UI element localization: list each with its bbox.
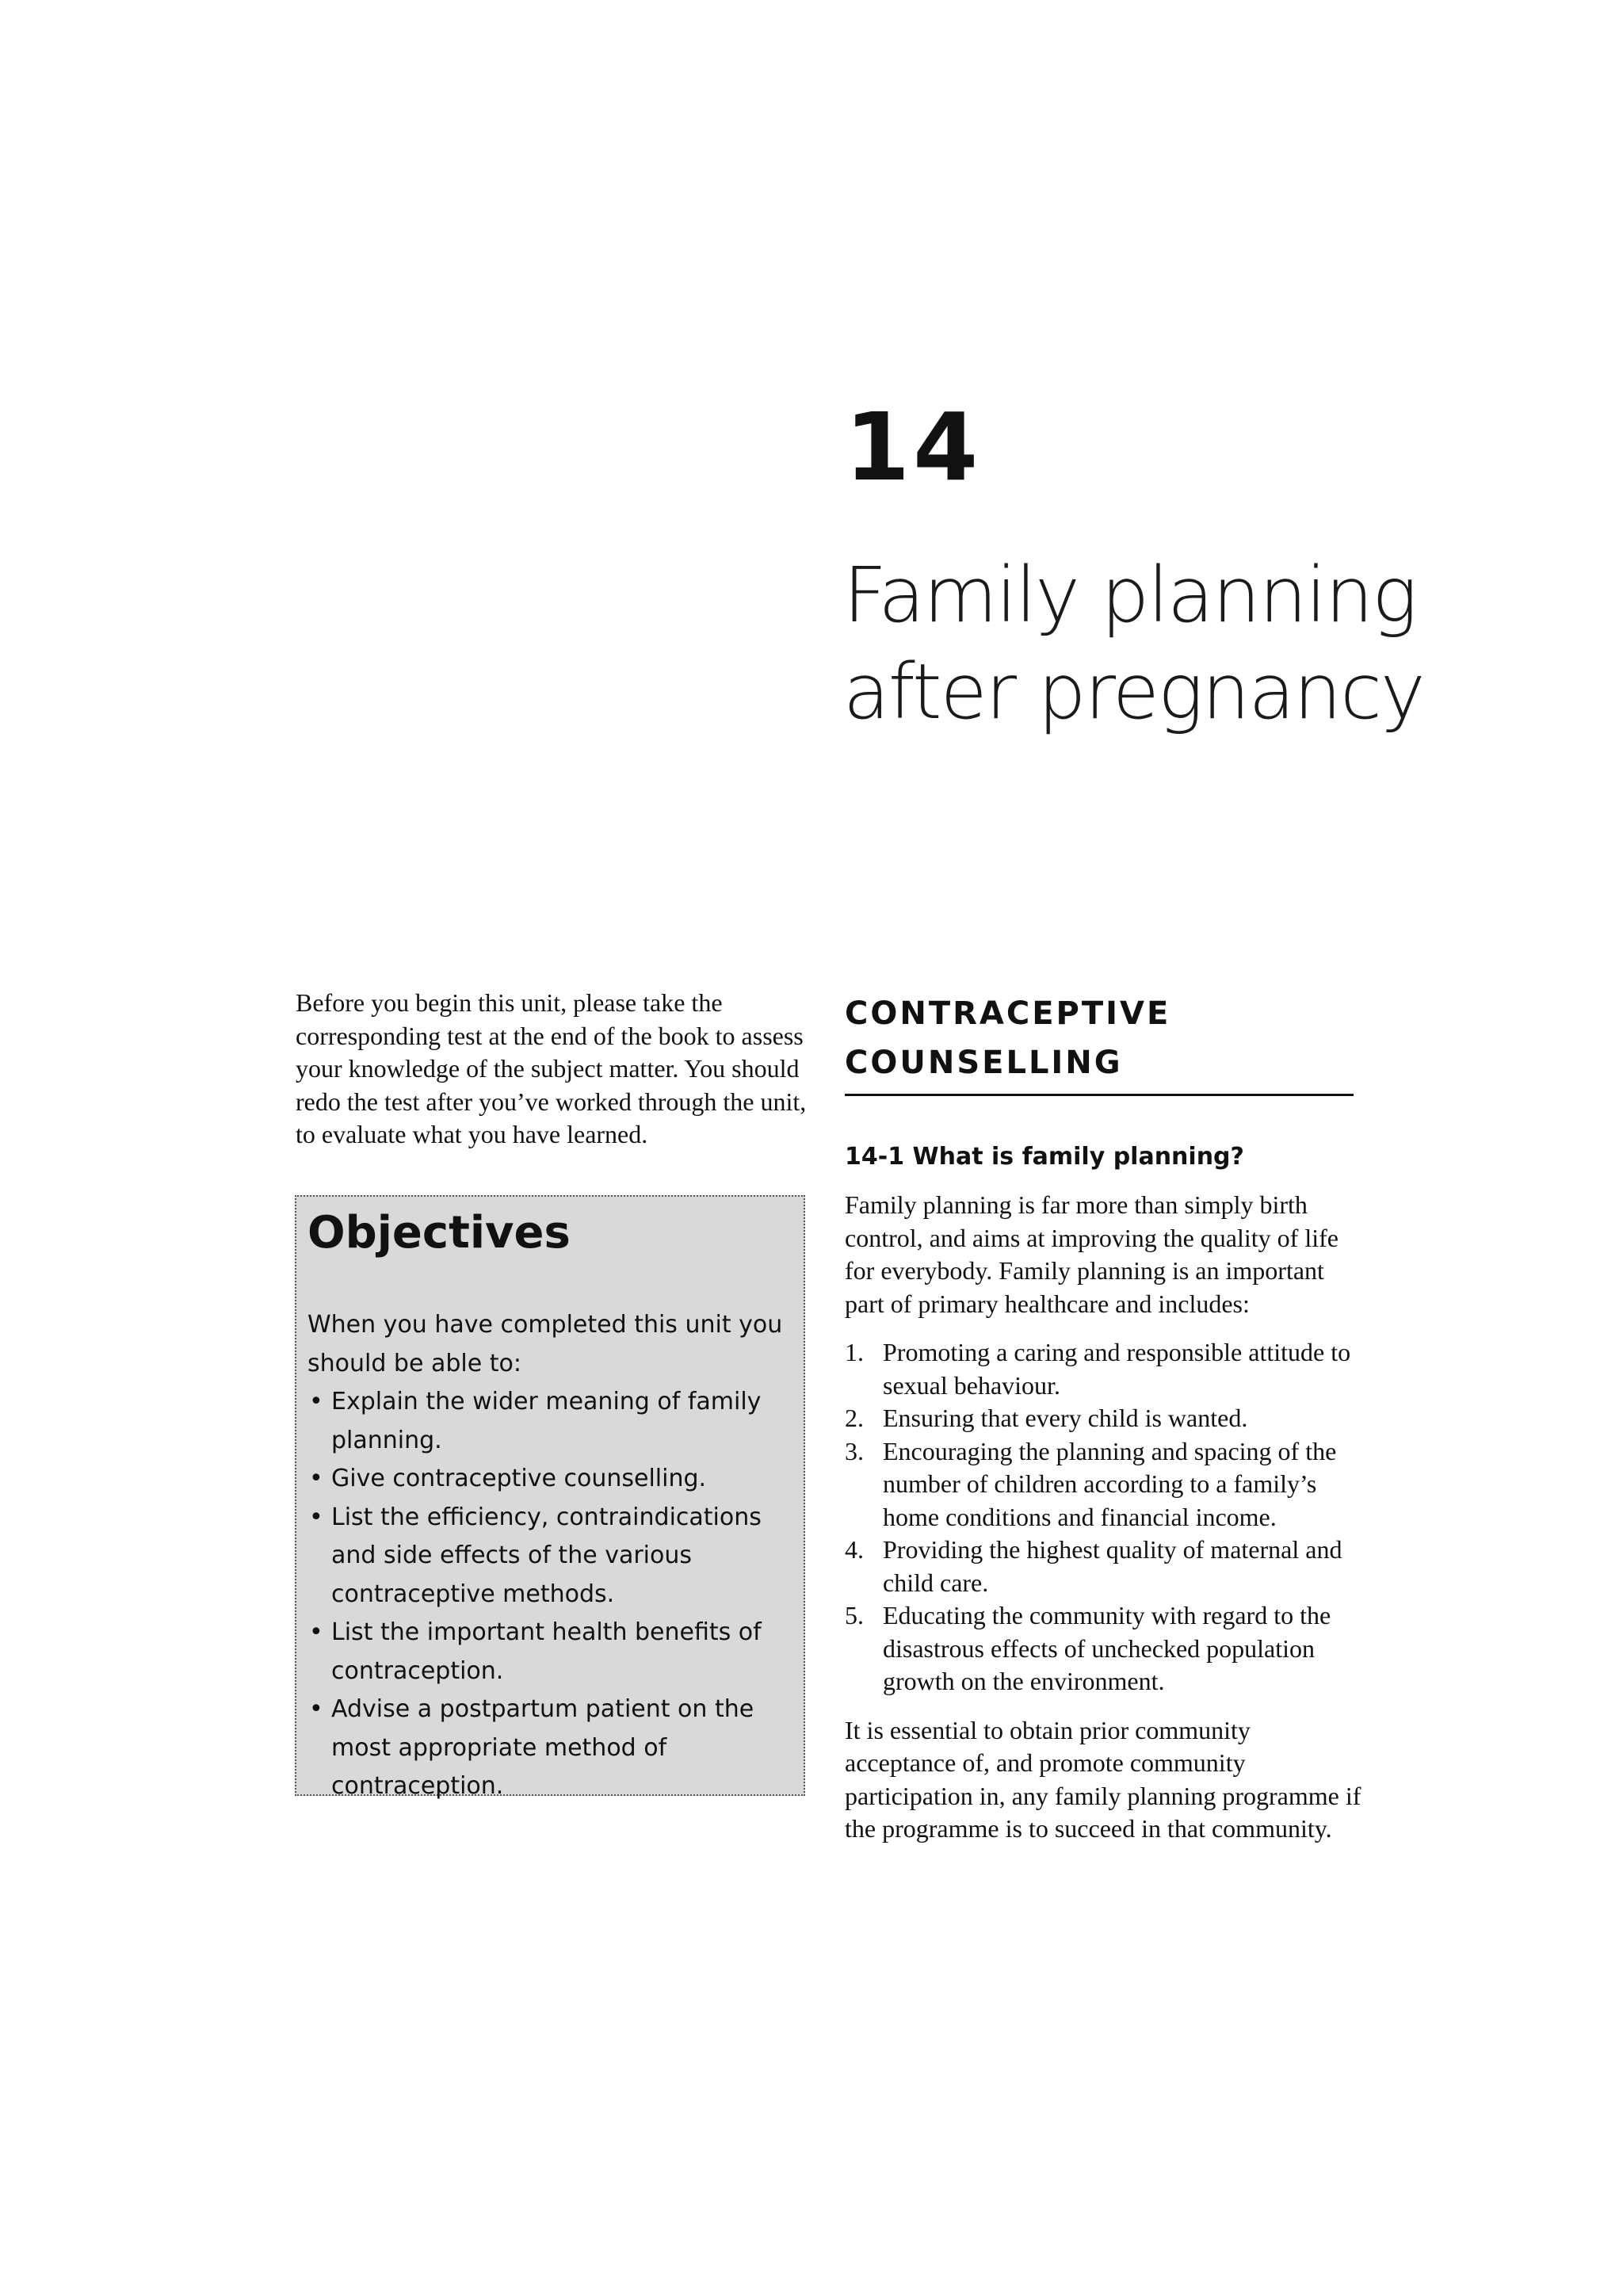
chapter-title [843, 547, 1556, 740]
section-heading-line: CONTRACEPTIVE [845, 995, 1171, 1032]
section-heading-line: COUNSELLING [845, 1045, 1123, 1081]
objectives-list [307, 1383, 792, 1806]
body-paragraph: It is essential to obtain prior community acceptance of, and promote community participation in, any family planning programme if the programme is to succeed in that community. [845, 1715, 1361, 1843]
list-number: 1. [845, 1338, 864, 1366]
list-number: 5. [845, 1601, 864, 1629]
body-paragraph: Family planning is far more than simply birth control, and aims at improving the quality of life for everybody. Family planning is an important part of primary healthcare and includes: [845, 1190, 1338, 1318]
objective-item: • Give contraceptive counselling. [307, 1460, 792, 1499]
list-item [845, 1336, 1368, 1402]
list-text: Providing the highest quality of maternal and child care. [883, 1535, 1342, 1597]
list-text: Encouraging the planning and spacing of the number of children according to a family’s home conditions and financial income. [883, 1436, 1337, 1531]
chapter-title-line: after pregnancy [843, 648, 1424, 736]
list-number: 4. [845, 1535, 864, 1564]
chapter-number: 14 [845, 392, 982, 502]
list-item [845, 1435, 1368, 1534]
intro-paragraph: Before you begin this unit, please take the corresponding test at the end of the book to assess your knowledge of the subject matter. You should redo the test after you’ve worked through the unit, to evaluate what you have learned. [296, 988, 807, 1148]
list-number: 3. [845, 1436, 864, 1465]
list-text: Ensuring that every child is wanted. [883, 1404, 1248, 1432]
objective-item: • Advise a postpartum patient on the most appropriate method of contraception. [307, 1690, 792, 1806]
list-item [845, 1599, 1368, 1698]
subsection-heading: 14-1 What is family planning? [845, 1143, 1244, 1171]
objective-item: • List the efficiency, contraindications and side effects of the various contraceptive methods. [307, 1499, 792, 1614]
list-text: Educating the community with regard to the disastrous effects of unchecked population growth on the environment. [883, 1601, 1331, 1695]
objectives-box [295, 1195, 805, 1800]
objectives-title: Objectives [307, 1207, 571, 1259]
objective-item: • List the important health benefits of contraception. [307, 1614, 792, 1690]
list-number: 2. [845, 1404, 864, 1432]
numbered-list [845, 1336, 1368, 1698]
chapter-title-line: Family planning [843, 551, 1416, 640]
list-item [845, 1534, 1368, 1599]
list-item [845, 1402, 1368, 1435]
body-column [845, 1189, 1368, 1846]
objectives-lead: When you have completed this unit you should be able to: [307, 1311, 783, 1377]
section-heading [845, 989, 1354, 1096]
list-text: Promoting a caring and responsible attitude to sexual behaviour. [883, 1338, 1351, 1400]
objective-item: • Explain the wider meaning of family planning. [307, 1383, 792, 1460]
